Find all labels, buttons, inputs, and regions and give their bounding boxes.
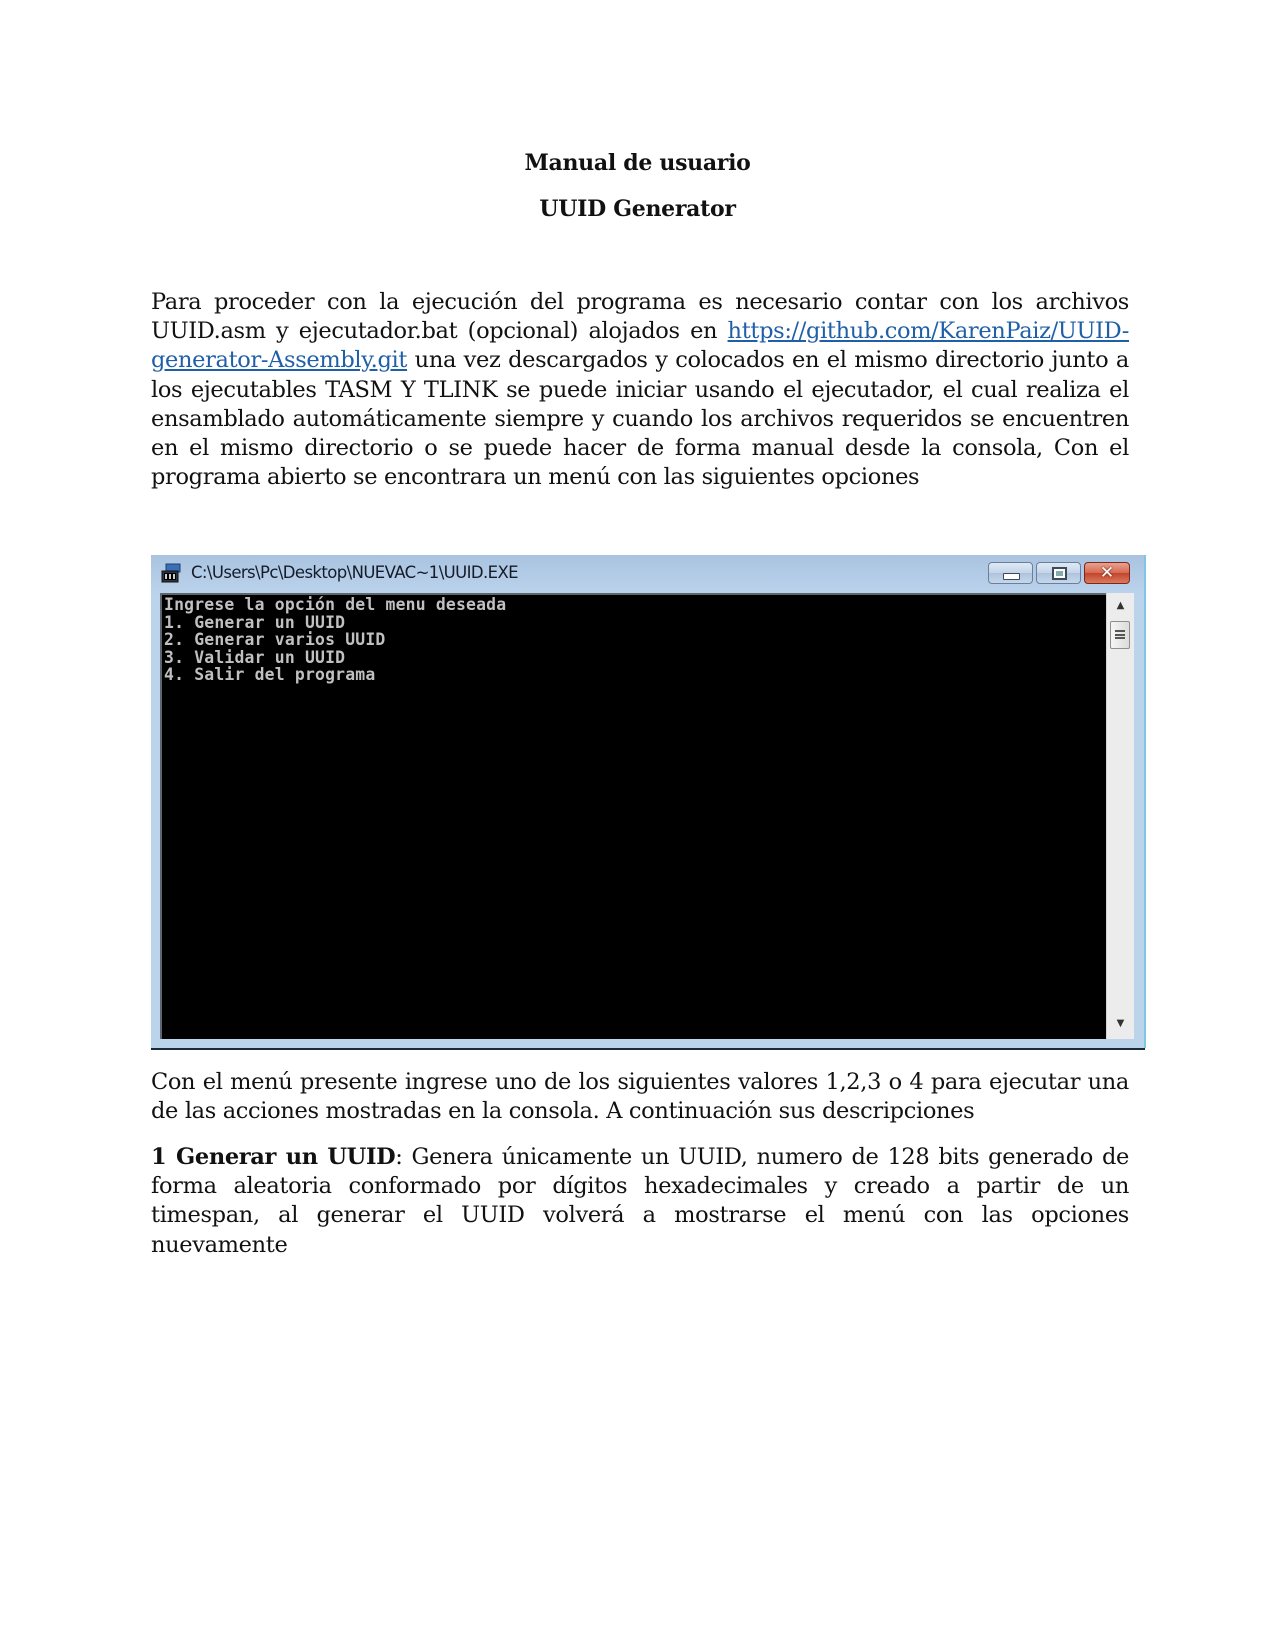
console-output-area[interactable] — [160, 593, 1106, 1039]
option-1-text: : Genera únicamente un UUID, numero de 128 bits generado de forma aleatoria conformado por dígitos hexadecimales y creado a partir de un timespan, al generar el UUID volverá a mostrarse el menú con las opciones nuevamente — [151, 1144, 1129, 1258]
minimize-button[interactable] — [988, 562, 1033, 584]
console-line: 2. Generar varios UUID — [164, 630, 386, 649]
github-repo-link[interactable]: https://github.com/KarenPaiz/UUID-generator-Assembly.git — [151, 318, 1129, 374]
console-line: Ingrese la opción del menu deseada — [164, 595, 507, 614]
close-icon: ✕ — [1099, 563, 1115, 583]
console-line: 3. Validar un UUID — [164, 647, 346, 667]
scrollbar-thumb[interactable] — [1110, 621, 1130, 649]
intro-paragraph — [151, 288, 1129, 492]
intro-text-after-link: una vez descargados y colocados en el mismo directorio junto a los ejecutables TASM Y TLINK se puede iniciar usando el ejecutador, el cual realiza el ensamblado automáticamente siempre y cuando los archivos requeridos se encuentren en el mismo directorio o se puede hacer de forma manual desde la consola, Con el programa abierto se encontrara un menú con las siguientes opciones — [151, 347, 1129, 491]
console-output — [164, 596, 506, 684]
console-line: 4. Salir del programa — [164, 665, 376, 684]
vertical-scrollbar[interactable] — [1106, 593, 1134, 1039]
console-window-screenshot — [151, 555, 1145, 1050]
intro-text-before-link: Para proceder con la ejecución del programa es necesario contar con los archivos UUID.asm y ejecutador.bat (opcional) alojados en — [151, 289, 1129, 345]
option-1-heading: 1 Generar un UUID — [151, 1144, 396, 1170]
option-1-description — [151, 1143, 1129, 1260]
scroll-up-arrow-icon[interactable]: ▲ — [1116, 600, 1125, 611]
console-app-icon — [161, 563, 183, 583]
window-title: C:\Users\Pc\Desktop\NUEVAC~1\UUID.EXE — [191, 563, 518, 582]
scroll-down-arrow-icon[interactable]: ▼ — [1116, 1018, 1125, 1029]
document-subtitle: UUID Generator — [539, 196, 736, 222]
window-titlebar[interactable] — [151, 555, 1145, 591]
maximize-button[interactable] — [1036, 562, 1081, 584]
menu-instructions-paragraph: Con el menú presente ingrese uno de los siguientes valores 1,2,3 o 4 para ejecutar una de las acciones mostradas en la consola. A continuación sus descripciones — [151, 1069, 1129, 1125]
close-button[interactable] — [1084, 562, 1130, 584]
document-title: Manual de usuario — [524, 150, 751, 176]
console-line: 1. Generar un UUID — [164, 612, 346, 632]
